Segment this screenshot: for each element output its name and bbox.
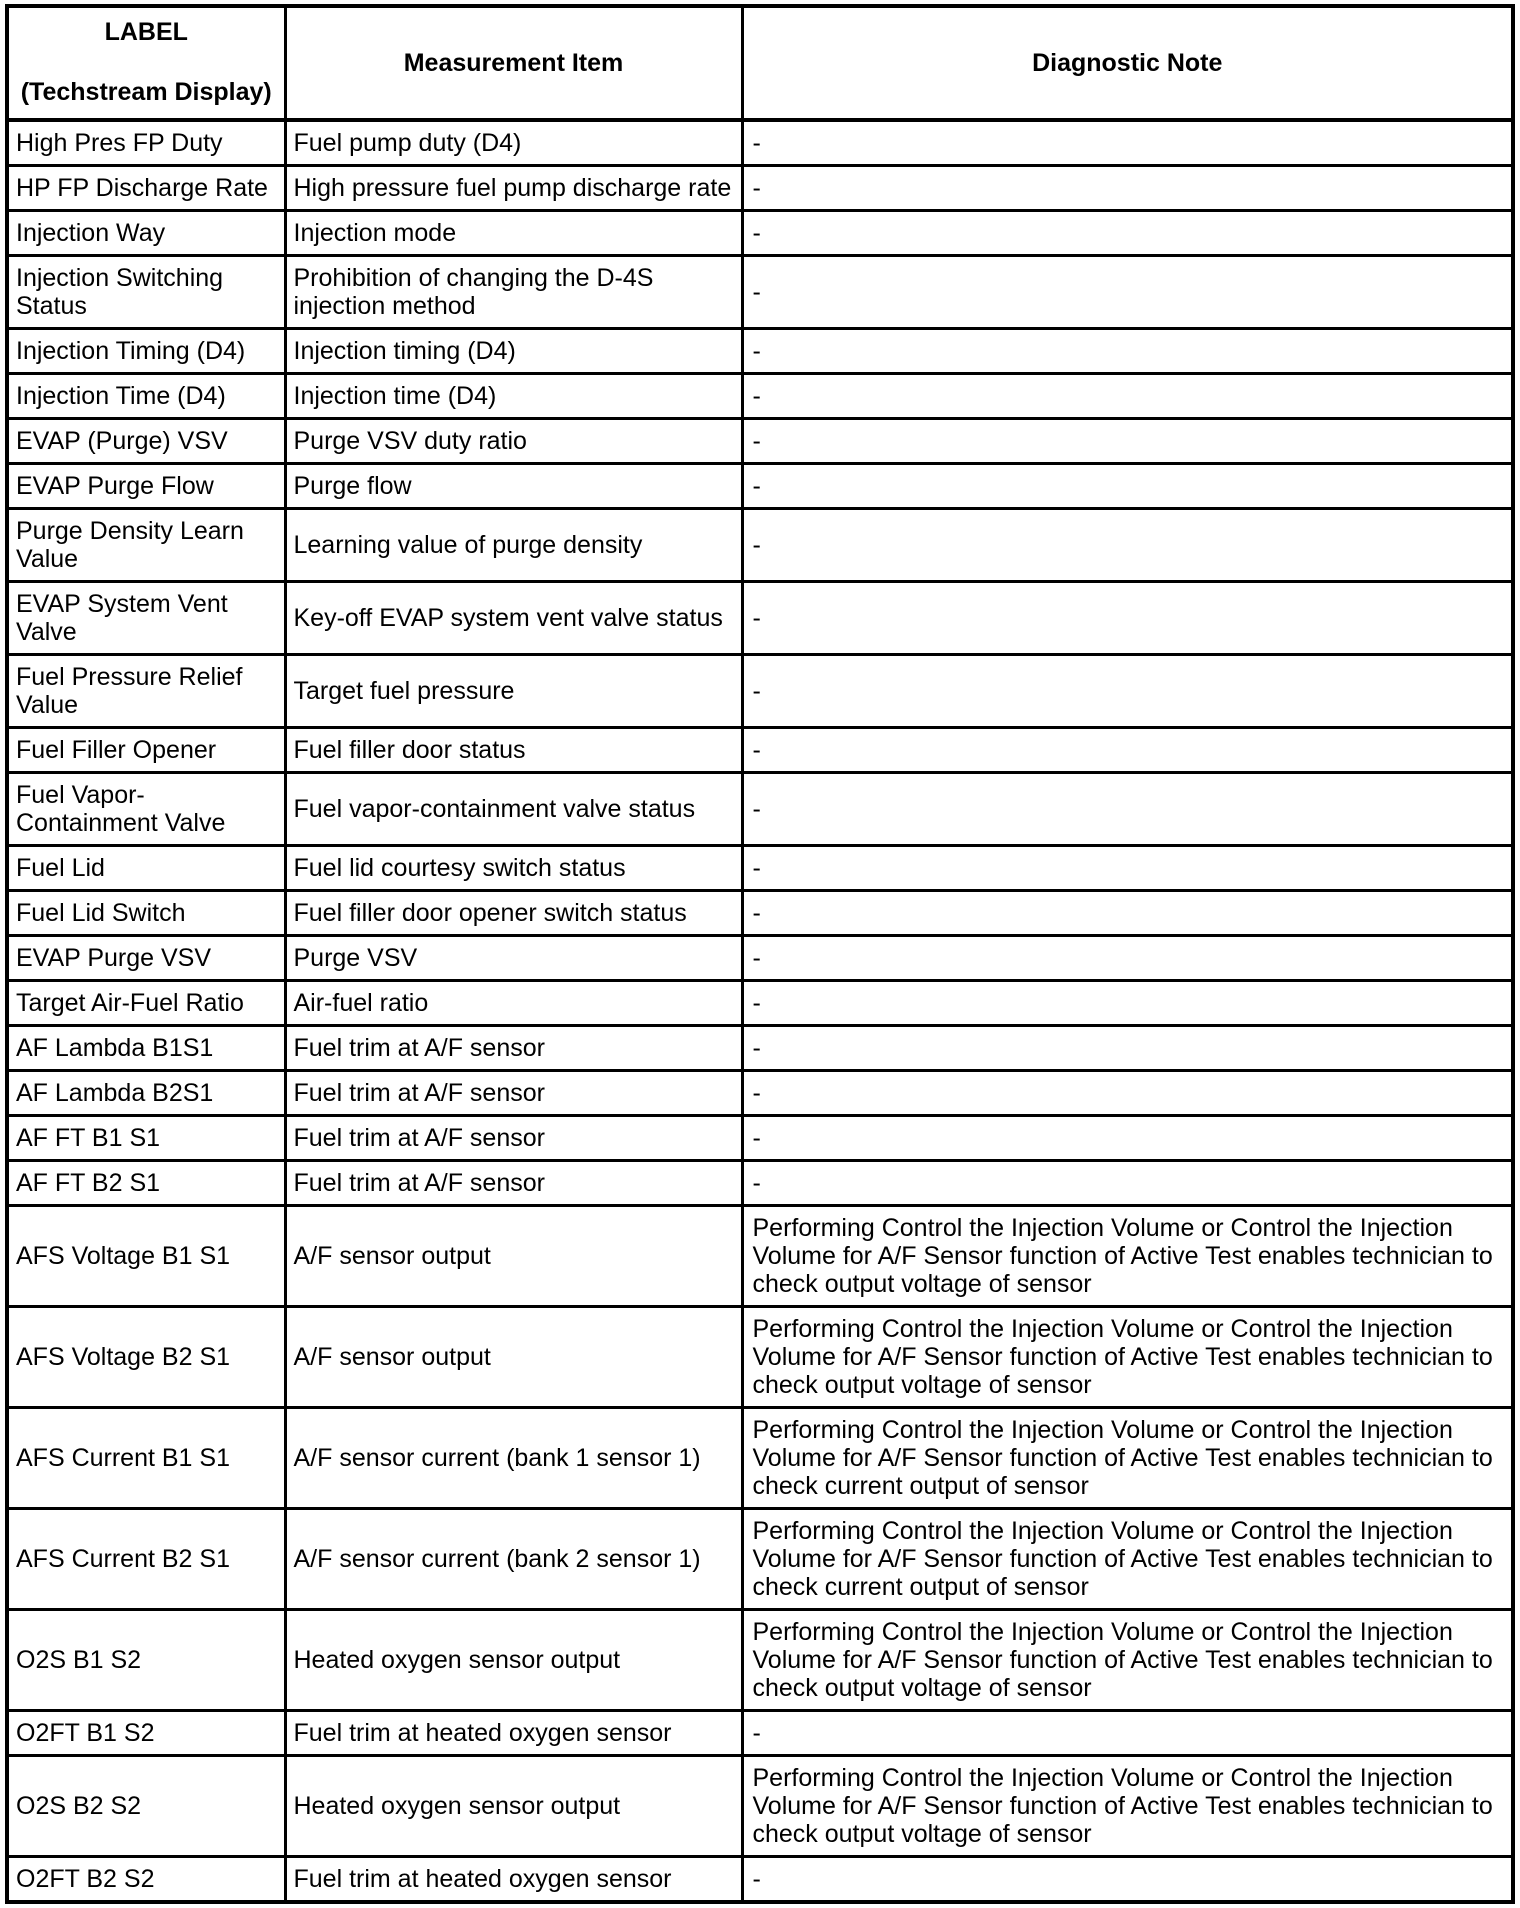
note-cell: Performing Control the Injection Volume or Control the Injection Volume for A/F Sensor function of Active Test enables technician to check output voltage of sensor [742, 1206, 1513, 1307]
measurement-cell: Fuel trim at A/F sensor [285, 1026, 742, 1071]
label-cell: Fuel Pressure Relief Value [7, 655, 285, 728]
table-row [7, 1206, 1513, 1307]
table-row [7, 374, 1513, 419]
label-cell: EVAP System Vent Valve [7, 582, 285, 655]
measurement-cell: Fuel trim at A/F sensor [285, 1116, 742, 1161]
label-cell: O2FT B2 S2 [7, 1857, 285, 1903]
measurement-cell: Injection time (D4) [285, 374, 742, 419]
header-label-line2: (Techstream Display) [20, 78, 272, 106]
measurement-cell: Fuel trim at heated oxygen sensor [285, 1857, 742, 1903]
note-cell: - [742, 211, 1513, 256]
measurement-cell: Injection timing (D4) [285, 329, 742, 374]
label-cell: Fuel Lid Switch [7, 891, 285, 936]
note-cell: Performing Control the Injection Volume or Control the Injection Volume for A/F Sensor function of Active Test enables technician to check current output of sensor [742, 1509, 1513, 1610]
table-row [7, 1857, 1513, 1903]
note-cell: - [742, 374, 1513, 419]
table-row [7, 211, 1513, 256]
measurement-cell: Learning value of purge density [285, 509, 742, 582]
note-cell: Performing Control the Injection Volume or Control the Injection Volume for A/F Sensor function of Active Test enables technician to check output voltage of sensor [742, 1756, 1513, 1857]
note-cell: - [742, 936, 1513, 981]
table-row [7, 846, 1513, 891]
measurement-cell: Purge flow [285, 464, 742, 509]
label-cell: AF FT B1 S1 [7, 1116, 285, 1161]
measurement-cell: Purge VSV [285, 936, 742, 981]
label-cell: EVAP Purge Flow [7, 464, 285, 509]
measurement-cell: Key-off EVAP system vent valve status [285, 582, 742, 655]
measurement-cell: Target fuel pressure [285, 655, 742, 728]
label-cell: Injection Switching Status [7, 256, 285, 329]
note-cell: Performing Control the Injection Volume or Control the Injection Volume for A/F Sensor function of Active Test enables technician to check current output of sensor [742, 1408, 1513, 1509]
table-row [7, 773, 1513, 846]
table-row [7, 1116, 1513, 1161]
measurement-cell: A/F sensor output [285, 1307, 742, 1408]
table-row [7, 936, 1513, 981]
measurement-cell: A/F sensor output [285, 1206, 742, 1307]
column-header-measurement-item: Measurement Item [285, 6, 742, 120]
table-row [7, 329, 1513, 374]
note-cell: - [742, 120, 1513, 166]
label-cell: AFS Voltage B1 S1 [7, 1206, 285, 1307]
measurement-cell: A/F sensor current (bank 1 sensor 1) [285, 1408, 742, 1509]
note-cell: Performing Control the Injection Volume or Control the Injection Volume for A/F Sensor function of Active Test enables technician to check output voltage of sensor [742, 1610, 1513, 1711]
note-cell: - [742, 166, 1513, 211]
table-row [7, 655, 1513, 728]
column-header-label [7, 6, 285, 120]
label-cell: Injection Way [7, 211, 285, 256]
note-cell: - [742, 256, 1513, 329]
measurement-cell: Heated oxygen sensor output [285, 1610, 742, 1711]
measurement-cell: Fuel lid courtesy switch status [285, 846, 742, 891]
note-cell: - [742, 1071, 1513, 1116]
table-body [7, 120, 1513, 1902]
label-cell: O2S B2 S2 [7, 1756, 285, 1857]
label-cell: High Pres FP Duty [7, 120, 285, 166]
label-cell: EVAP Purge VSV [7, 936, 285, 981]
label-cell: AFS Voltage B2 S1 [7, 1307, 285, 1408]
note-cell: - [742, 891, 1513, 936]
label-cell: Injection Timing (D4) [7, 329, 285, 374]
table-row [7, 1610, 1513, 1711]
label-cell: Target Air-Fuel Ratio [7, 981, 285, 1026]
measurement-cell: Heated oxygen sensor output [285, 1756, 742, 1857]
measurement-cell: Fuel trim at heated oxygen sensor [285, 1711, 742, 1756]
note-cell: - [742, 509, 1513, 582]
table-row [7, 256, 1513, 329]
note-cell: Performing Control the Injection Volume or Control the Injection Volume for A/F Sensor function of Active Test enables technician to check output voltage of sensor [742, 1307, 1513, 1408]
note-cell: - [742, 1026, 1513, 1071]
header-label-line1: LABEL [104, 18, 188, 46]
measurement-table [5, 4, 1515, 1904]
measurement-cell: Fuel pump duty (D4) [285, 120, 742, 166]
measurement-cell: Fuel trim at A/F sensor [285, 1071, 742, 1116]
table-row [7, 1756, 1513, 1857]
header-row [7, 6, 1513, 120]
note-cell: - [742, 773, 1513, 846]
table-row [7, 981, 1513, 1026]
label-cell: Fuel Lid [7, 846, 285, 891]
label-cell: HP FP Discharge Rate [7, 166, 285, 211]
table-row [7, 1026, 1513, 1071]
table-row [7, 891, 1513, 936]
table-row [7, 1307, 1513, 1408]
measurement-cell: Injection mode [285, 211, 742, 256]
table-header [7, 6, 1513, 120]
label-cell: AF Lambda B1S1 [7, 1026, 285, 1071]
label-cell: Purge Density Learn Value [7, 509, 285, 582]
label-cell: O2FT B1 S2 [7, 1711, 285, 1756]
note-cell: - [742, 728, 1513, 773]
table-row [7, 166, 1513, 211]
table-row [7, 1711, 1513, 1756]
column-header-diagnostic-note: Diagnostic Note [742, 6, 1513, 120]
table-row [7, 1408, 1513, 1509]
note-cell: - [742, 329, 1513, 374]
table-row [7, 464, 1513, 509]
label-cell: Injection Time (D4) [7, 374, 285, 419]
measurement-cell: High pressure fuel pump discharge rate [285, 166, 742, 211]
label-cell: AFS Current B2 S1 [7, 1509, 285, 1610]
measurement-cell: Prohibition of changing the D-4S injection method [285, 256, 742, 329]
measurement-cell: Fuel filler door status [285, 728, 742, 773]
note-cell: - [742, 1116, 1513, 1161]
label-cell: O2S B1 S2 [7, 1610, 285, 1711]
note-cell: - [742, 1857, 1513, 1903]
label-cell: Fuel Filler Opener [7, 728, 285, 773]
note-cell: - [742, 582, 1513, 655]
measurement-cell: Fuel trim at A/F sensor [285, 1161, 742, 1206]
measurement-cell: Air-fuel ratio [285, 981, 742, 1026]
table-row [7, 1071, 1513, 1116]
label-cell: AFS Current B1 S1 [7, 1408, 285, 1509]
label-cell: Fuel Vapor-Containment Valve [7, 773, 285, 846]
note-cell: - [742, 1161, 1513, 1206]
table-row [7, 1509, 1513, 1610]
measurement-cell: Fuel filler door opener switch status [285, 891, 742, 936]
label-cell: AF Lambda B2S1 [7, 1071, 285, 1116]
measurement-cell: Fuel vapor-containment valve status [285, 773, 742, 846]
note-cell: - [742, 981, 1513, 1026]
note-cell: - [742, 464, 1513, 509]
label-cell: AF FT B2 S1 [7, 1161, 285, 1206]
note-cell: - [742, 419, 1513, 464]
note-cell: - [742, 1711, 1513, 1756]
measurement-cell: Purge VSV duty ratio [285, 419, 742, 464]
table-row [7, 419, 1513, 464]
table-row [7, 509, 1513, 582]
table-row [7, 1161, 1513, 1206]
note-cell: - [742, 655, 1513, 728]
label-cell: EVAP (Purge) VSV [7, 419, 285, 464]
measurement-cell: A/F sensor current (bank 2 sensor 1) [285, 1509, 742, 1610]
table-row [7, 120, 1513, 166]
table-row [7, 582, 1513, 655]
note-cell: - [742, 846, 1513, 891]
table-row [7, 728, 1513, 773]
